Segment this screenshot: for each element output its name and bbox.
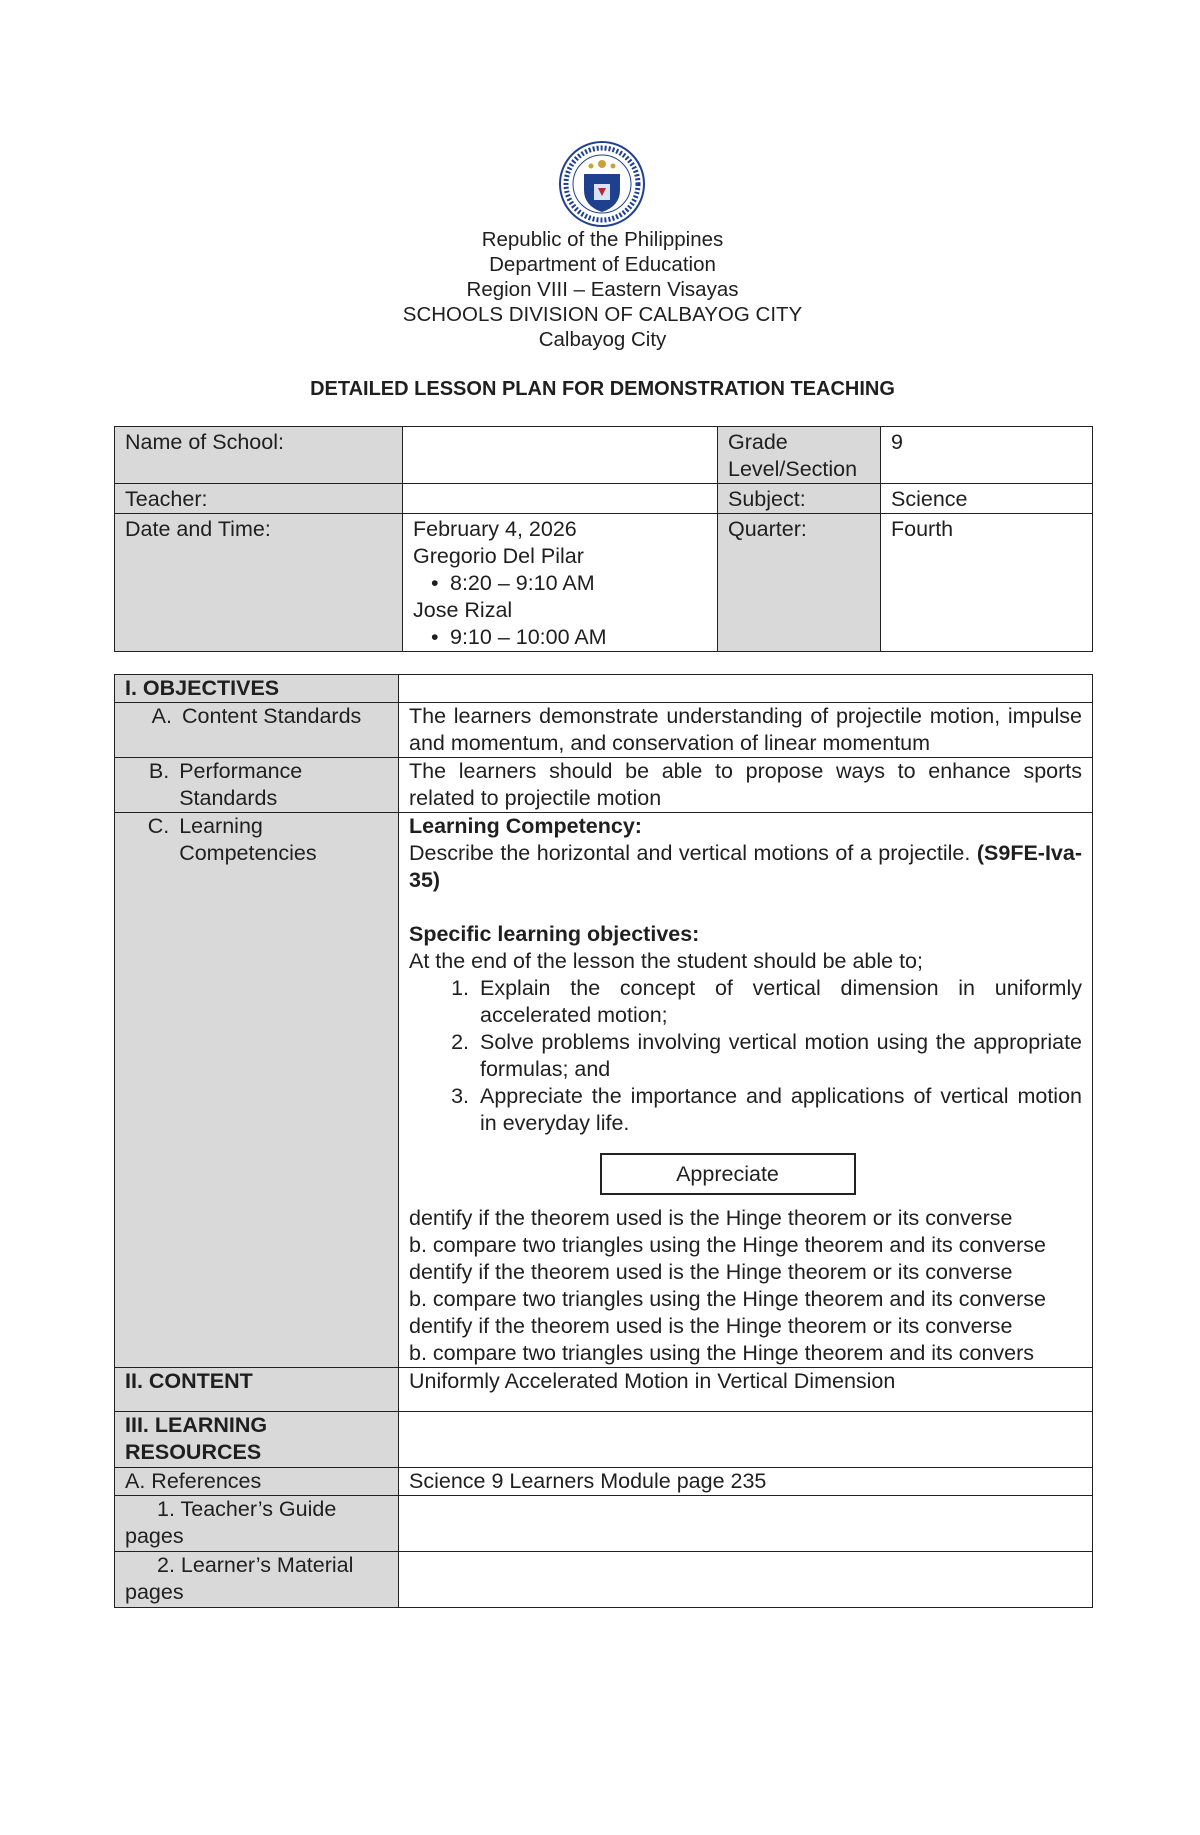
- specific-heading: Specific learning objectives:: [409, 922, 700, 946]
- header-department: Department of Education: [489, 253, 716, 276]
- resources-blank: [399, 1412, 1093, 1468]
- date-value: February 4, 2026: [413, 517, 577, 541]
- teachers-guide-label: 1. Teacher’s Guide pages: [115, 1496, 399, 1552]
- header-city: Calbayog City: [538, 328, 667, 351]
- objectives-list: [409, 975, 1082, 1137]
- performance-standards-label: B. Performance Standards: [115, 758, 399, 813]
- list-item: 3. Appreciate the importance and applications of vertical motion in everyday life.: [451, 1084, 1082, 1135]
- quarter-label: Quarter:: [718, 514, 881, 652]
- references-text: Science 9 Learners Module page 235: [399, 1468, 1093, 1496]
- resources-heading: III. LEARNING RESOURCES: [115, 1412, 399, 1468]
- extra-line: dentify if the theorem used is the Hinge theorem or its converse: [409, 1206, 1013, 1230]
- learning-competencies-label: C. Learning Competencies: [115, 813, 399, 1368]
- learners-material-label: 2. Learner’s Material pages: [115, 1552, 399, 1608]
- section-name: Jose Rizal: [413, 598, 513, 622]
- info-table: [114, 426, 1093, 652]
- header-region: Region VIII – Eastern Visayas: [466, 278, 739, 301]
- quarter-value: Fourth: [881, 514, 1093, 652]
- list-item: 2. Solve problems involving vertical motion using the appropriate formulas; and: [451, 1030, 1082, 1081]
- extra-line: b. compare two triangles using the Hinge theorem and its convers: [409, 1341, 1035, 1365]
- teachers-guide-value: [399, 1496, 1093, 1552]
- objectives-heading: I. OBJECTIVES: [115, 675, 399, 703]
- header-republic: Republic of the Philippines: [481, 228, 724, 251]
- content-standards-label: A. Content Standards: [115, 703, 399, 758]
- competency-text: Describe the horizontal and vertical motions of a projectile. (S9FE-Iva-35): [409, 841, 1082, 892]
- competency-heading: Learning Competency:: [409, 814, 642, 838]
- teacher-label: Teacher:: [115, 484, 403, 514]
- header-division: SCHOOLS DIVISION OF CALBAYOG CITY: [402, 303, 803, 326]
- performance-standards-text: The learners should be able to propose ways to enhance sports related to projectile motion: [399, 758, 1093, 813]
- learning-competencies-cell: [399, 813, 1093, 1368]
- lesson-plan-table: [114, 674, 1093, 1608]
- competency-code: (S9FE-Iva-35): [409, 841, 1082, 892]
- content-text: Uniformly Accelerated Motion in Vertical Dimension: [399, 1368, 1093, 1412]
- extra-line: b. compare two triangles using the Hinge theorem and its converse: [409, 1233, 1046, 1257]
- deped-seal-icon: [558, 140, 646, 228]
- document-title: DETAILED LESSON PLAN FOR DEMONSTRATION TEACHING: [310, 378, 895, 400]
- teacher-value: [403, 484, 718, 514]
- section-name: Gregorio Del Pilar: [413, 544, 584, 568]
- list-item: 1. Explain the concept of vertical dimension in uniformly accelerated motion;: [451, 976, 1082, 1027]
- school-label: Name of School:: [115, 427, 403, 484]
- appreciate-box: Appreciate: [600, 1153, 856, 1195]
- subject-label: Subject:: [718, 484, 881, 514]
- learners-material-value: [399, 1552, 1093, 1608]
- grade-value: 9: [881, 427, 1093, 484]
- content-heading: II. CONTENT: [115, 1368, 399, 1412]
- date-label: Date and Time:: [115, 514, 403, 652]
- objectives-blank: [399, 675, 1093, 703]
- school-value: [403, 427, 718, 484]
- grade-label: Grade Level/Section: [718, 427, 881, 484]
- extra-line: dentify if the theorem used is the Hinge theorem or its converse: [409, 1260, 1013, 1284]
- time-slot: • 9:10 – 10:00 AM: [413, 624, 707, 651]
- time-slot: • 8:20 – 9:10 AM: [413, 570, 707, 597]
- content-standards-text: The learners demonstrate understanding of projectile motion, impulse and momentum, and conservation of linear momentum: [399, 703, 1093, 758]
- references-label: A. References: [115, 1468, 399, 1496]
- extra-line: b. compare two triangles using the Hinge theorem and its converse: [409, 1287, 1046, 1311]
- document-header: [0, 227, 1200, 352]
- date-time-cell: [403, 514, 718, 652]
- specific-intro: At the end of the lesson the student should be able to;: [409, 949, 923, 973]
- subject-value: Science: [881, 484, 1093, 514]
- extra-line: dentify if the theorem used is the Hinge theorem or its converse: [409, 1314, 1013, 1338]
